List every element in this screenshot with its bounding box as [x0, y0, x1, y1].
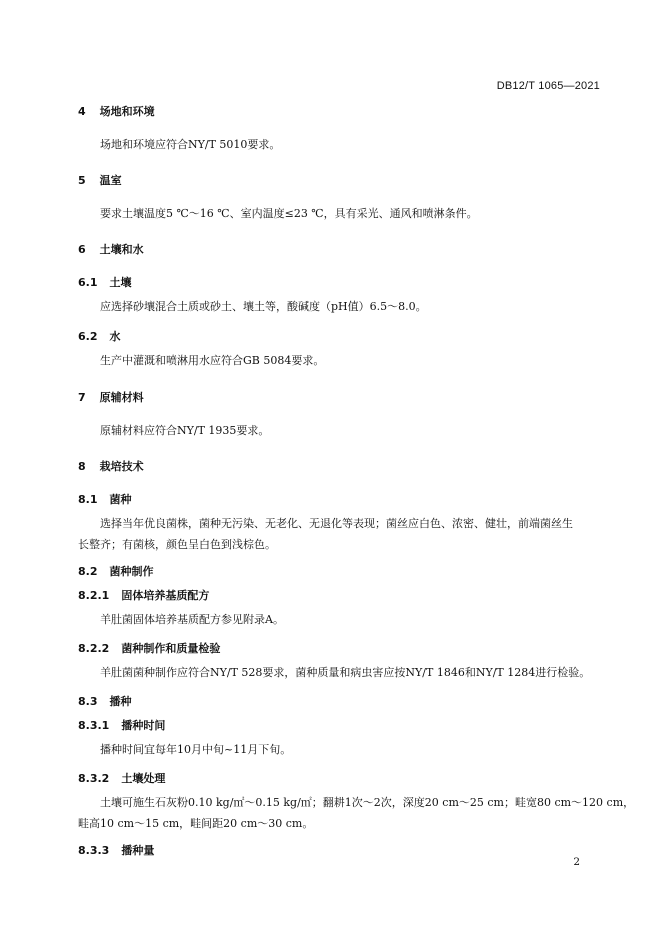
text-line: 土壤可施生石灰粉0.10 kg/㎡～0.15 kg/㎡；翻耕1次～2次，深度20 cm～25 cm；畦宽80 cm～120 cm，: [100, 796, 635, 809]
section-title: 土壤: [109, 276, 132, 289]
section-number: 8: [78, 460, 86, 473]
text-line: 畦高10 cm～15 cm，畦间距20 cm～30 cm。: [78, 817, 314, 830]
section-heading-5: [78, 172, 122, 188]
section-title: 菌种制作: [109, 565, 154, 578]
section-title: 菌种制作和质量检验: [121, 642, 221, 655]
section-title: 原辅材料: [99, 391, 144, 404]
section-title: 温室: [99, 174, 122, 187]
section-heading-4: [78, 103, 155, 119]
section-text-8-3-2: [78, 792, 635, 834]
section-title: 播种时间: [121, 719, 166, 732]
section-number: 4: [78, 105, 86, 118]
section-number: 8.2.2: [78, 642, 110, 655]
document-code: DB12/T 1065—2021: [496, 80, 600, 92]
section-text-8-3-1: 播种时间宜每年10月中旬~11月下旬。: [100, 743, 292, 756]
section-title: 菌种: [109, 493, 132, 506]
section-heading-8-2-2: [78, 640, 220, 656]
page-number: 2: [573, 856, 580, 868]
section-number: 8.2: [78, 565, 98, 578]
section-number: 6: [78, 243, 86, 256]
section-text-6-1: 应选择砂壤混合土质或砂土、壤土等，酸碱度（pH值）6.5～8.0。: [100, 300, 427, 313]
section-title: 水: [109, 330, 121, 343]
section-number: 8.2.1: [78, 589, 110, 602]
section-number: 8.1: [78, 493, 98, 506]
text-line: 长整齐；有菌核，颜色呈白色到浅棕色。: [78, 538, 276, 551]
section-title: 播种: [109, 695, 132, 708]
section-heading-8-3: [78, 693, 132, 709]
section-title: 土壤和水: [99, 243, 144, 256]
section-title: 栽培技术: [99, 460, 144, 473]
section-heading-8-2-1: [78, 587, 209, 603]
section-heading-8-3-3: [78, 842, 154, 858]
section-text-8-2-1: 羊肚菌固体培养基质配方参见附录A。: [100, 613, 284, 626]
section-number: 8.3.1: [78, 719, 110, 732]
section-heading-6-2: [78, 328, 121, 344]
section-text-6-2: 生产中灌溉和喷淋用水应符合GB 5084要求。: [100, 354, 325, 367]
section-heading-8-2: [78, 563, 154, 579]
section-number: 5: [78, 174, 86, 187]
section-text-7: 原辅材料应符合NY/T 1935要求。: [100, 424, 270, 437]
section-number: 8.3: [78, 695, 98, 708]
section-text-4: 场地和环境应符合NY/T 5010要求。: [100, 138, 281, 151]
section-title: 播种量: [121, 844, 155, 857]
section-number: 8.3.2: [78, 772, 110, 785]
section-number: 8.3.3: [78, 844, 110, 857]
section-title: 场地和环境: [99, 105, 155, 118]
section-number: 7: [78, 391, 86, 404]
section-title: 土壤处理: [121, 772, 166, 785]
text-line: 选择当年优良菌株，菌种无污染、无老化、无退化等表现；菌丝应白色、浓密、健壮，前端菌丝生: [100, 517, 573, 530]
section-heading-8: [78, 458, 144, 474]
section-text-8-1: [78, 513, 603, 555]
section-heading-8-3-1: [78, 717, 165, 733]
section-heading-7: [78, 389, 144, 405]
section-heading-6: [78, 241, 144, 257]
section-title: 固体培养基质配方: [121, 589, 210, 602]
section-heading-8-3-2: [78, 770, 165, 786]
section-heading-6-1: [78, 274, 132, 290]
section-heading-8-1: [78, 491, 132, 507]
section-text-8-2-2: 羊肚菌菌种制作应符合NY/T 528要求，菌种质量和病虫害应按NY/T 1846和NY/T 1284进行检验。: [100, 666, 591, 679]
section-number: 6.2: [78, 330, 98, 343]
section-text-5: 要求土壤温度5 ℃～16 ℃、室内温度≤23 ℃，具有采光、通风和喷淋条件。: [100, 207, 478, 220]
section-number: 6.1: [78, 276, 98, 289]
